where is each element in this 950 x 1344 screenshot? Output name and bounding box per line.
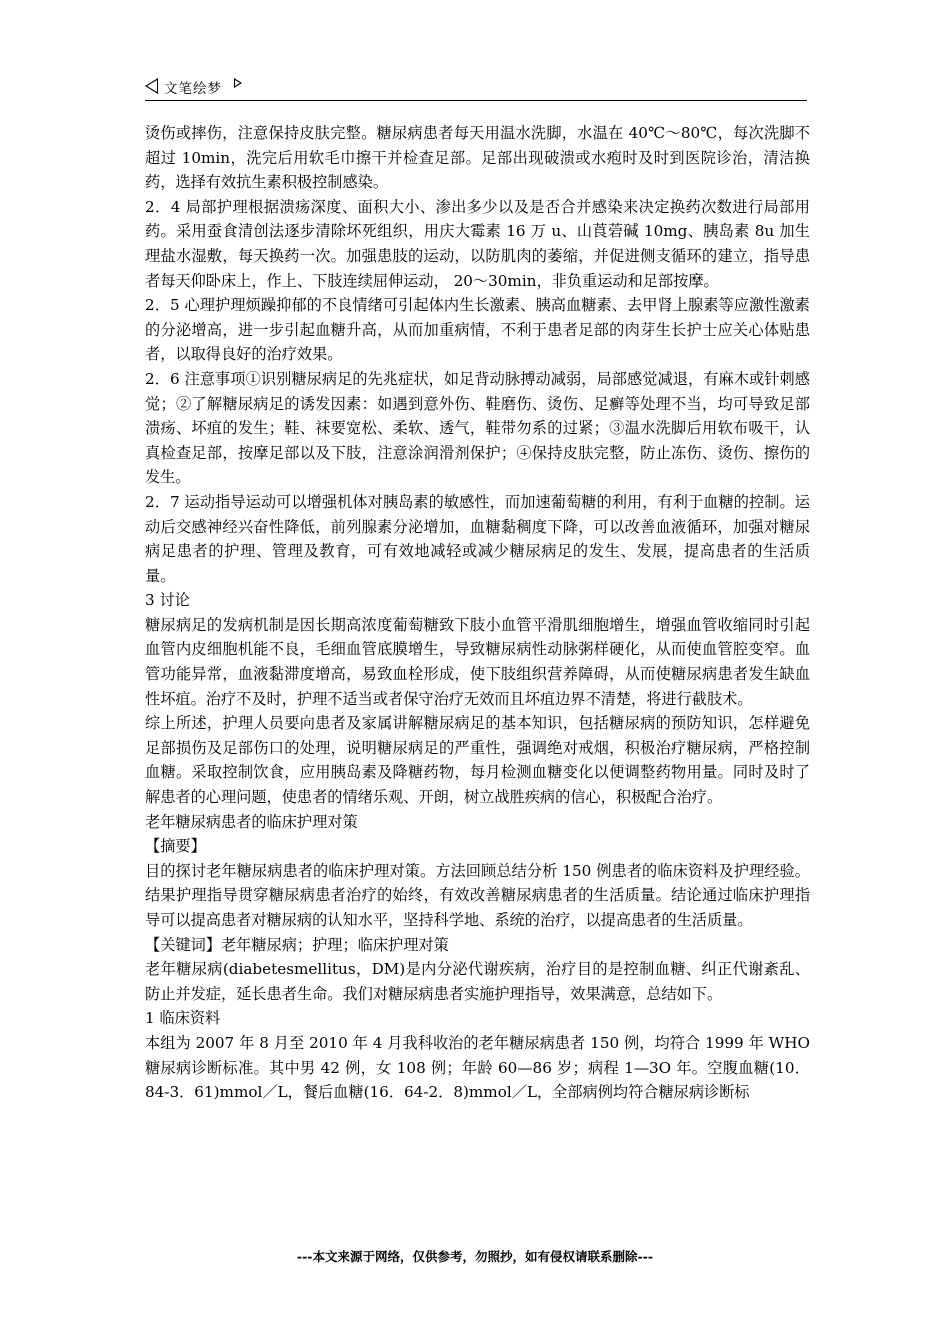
paragraph: 烫伤或摔伤，注意保持皮肤完整。糖尿病患者每天用温水洗脚，水温在 40℃～80℃，每次洗脚不超过 10min，洗完后用软毛巾擦干并检查足部。足部出现破溃或水疱时及时到医院诊治，清洁换药，选择有效抗生素积极控制感染。 <box>145 124 810 192</box>
paragraph: 老年糖尿病(diabetesmellitus，DM)是内分泌代谢疾病，治疗目的是控制血糖、纠正代谢紊乱、防止并发症，延长患者生命。我们对糖尿病患者实施护理指导，效果满意，总结如下。 <box>145 960 810 1003</box>
abstract-heading: 【摘要】 <box>145 837 206 856</box>
article-title: 老年糖尿病患者的临床护理对策 <box>145 812 358 831</box>
keywords: 【关键词】老年糖尿病；护理；临床护理对策 <box>145 935 449 954</box>
paragraph: 综上所述，护理人员要向患者及家属讲解糖尿病足的基本知识，包括糖尿病的预防知识，怎样避免足部损伤及足部伤口的处理，说明糖尿病足的严重性，强调绝对戒烟，积极治疗糖尿病，严格控制血糖。采取控制饮食，应用胰岛素及降糖药物，每月检测血糖变化以便调整药物用量。同时及时了解患者的心理问题，使患者的情绪乐观、开朗，树立战胜疾病的信心，积极配合治疗。 <box>145 714 810 807</box>
document-body <box>145 121 810 1102</box>
paragraph: 2．5 心理护理烦躁抑郁的不良情绪可引起体内生长激素、胰高血糖素、去甲肾上腺素等应激性激素的分泌增高，进一步引起血糖升高，从而加重病情，不利于患者足部的肉芽生长护士应关心体贴患者，以取得良好的治疗效果。 <box>145 296 810 364</box>
paragraph: 2．4 局部护理根据溃疡深度、面积大小、渗出多少以及是否合并感染来决定换药次数进行局部用药。采用蚕食清创法逐步清除坏死组织，用庆大霉素 16 万 u、山莨菪碱 10mg、胰岛素 8u 加生理盐水湿敷，每天换药一次。加强患肢的运动，以防肌肉的萎缩，并促进侧支循环的建立，指导患者每天仰卧床上，作上、下肢连续屈伸运动， 20～30min，非负重运动和足部按摩。 <box>145 197 810 290</box>
paragraph: 本组为 2007 年 8 月至 2010 年 4 月我科收治的老年糖尿病患者 150 例，均符合 1999 年 WHO 糖尿病诊断标准。其中男 42 例，女 108 例；年龄 60—86 岁；病程 1—3O 年。空腹血糖(10．84-3．61)mmol／L，餐后血糖(16．64-2．8)mmol／L，全部病例均符合糖尿病诊断标 <box>145 1033 810 1102</box>
page-header <box>145 76 807 101</box>
section-heading: 3 讨论 <box>145 591 190 610</box>
header-brand: 文笔绘梦 <box>164 81 222 97</box>
left-triangle-icon <box>145 78 158 94</box>
page-footer-disclaimer: ---本文来源于网络，仅供参考，勿照抄，如有侵权请联系删除--- <box>296 1249 654 1264</box>
paragraph: 2．6 注意事项①识别糖尿病足的先兆症状，如足背动脉搏动减弱，局部感觉减退，有麻木或针刺感觉；②了解糖尿病足的诱发因素：如遇到意外伤、鞋磨伤、烫伤、足癣等处理不当，均可导致足部溃疡、坏疽的发生；鞋、袜要宽松、柔软、透气，鞋带勿系的过紧；③温水洗脚后用软布吸干，认真检查足部，按摩足部以及下肢，注意涂润滑剂保护；④保持皮肤完整，防止冻伤、烫伤、擦伤的发生。 <box>145 369 810 487</box>
right-triangle-icon <box>234 78 242 88</box>
paragraph: 2．7 运动指导运动可以增强机体对胰岛素的敏感性，而加速葡萄糖的利用，有利于血糖的控制。运动后交感神经兴奋性降低，前列腺素分泌增加，血糖黏稠度下降，可以改善血液循环，加强对糖尿病足患者的护理、管理及教育，可有效地减轻或减少糖尿病足的发生、发展，提高患者的生活质量。 <box>145 492 810 585</box>
abstract-text: 目的探讨老年糖尿病患者的临床护理对策。方法回顾总结分析 150 例患者的临床资料及护理经验。结果护理指导贯穿糖尿病患者治疗的始终，有效改善糖尿病患者的生活质量。结论通过临床护理指导可以提高患者对糖尿病的认知水平，坚持科学地、系统的治疗，以提高患者的生活质量。 <box>145 861 810 929</box>
section-heading: 1 临床资料 <box>145 1009 221 1028</box>
paragraph: 糖尿病足的发病机制是因长期高浓度葡萄糖致下肢小血管平滑肌细胞增生，增强血管收缩同时引起血管内皮细胞机能不良，毛细血管底膜增生，导致糖尿病性动脉粥样硬化，从而使血管腔变窄。血管功能异常，血液黏滞度增高，易致血栓形成，使下肢组织营养障碍，从而使糖尿病患者发生缺血性坏疽。治疗不及时，护理不适当或者保守治疗无效而且坏疽边界不清楚，将进行截肢术。 <box>145 615 810 708</box>
